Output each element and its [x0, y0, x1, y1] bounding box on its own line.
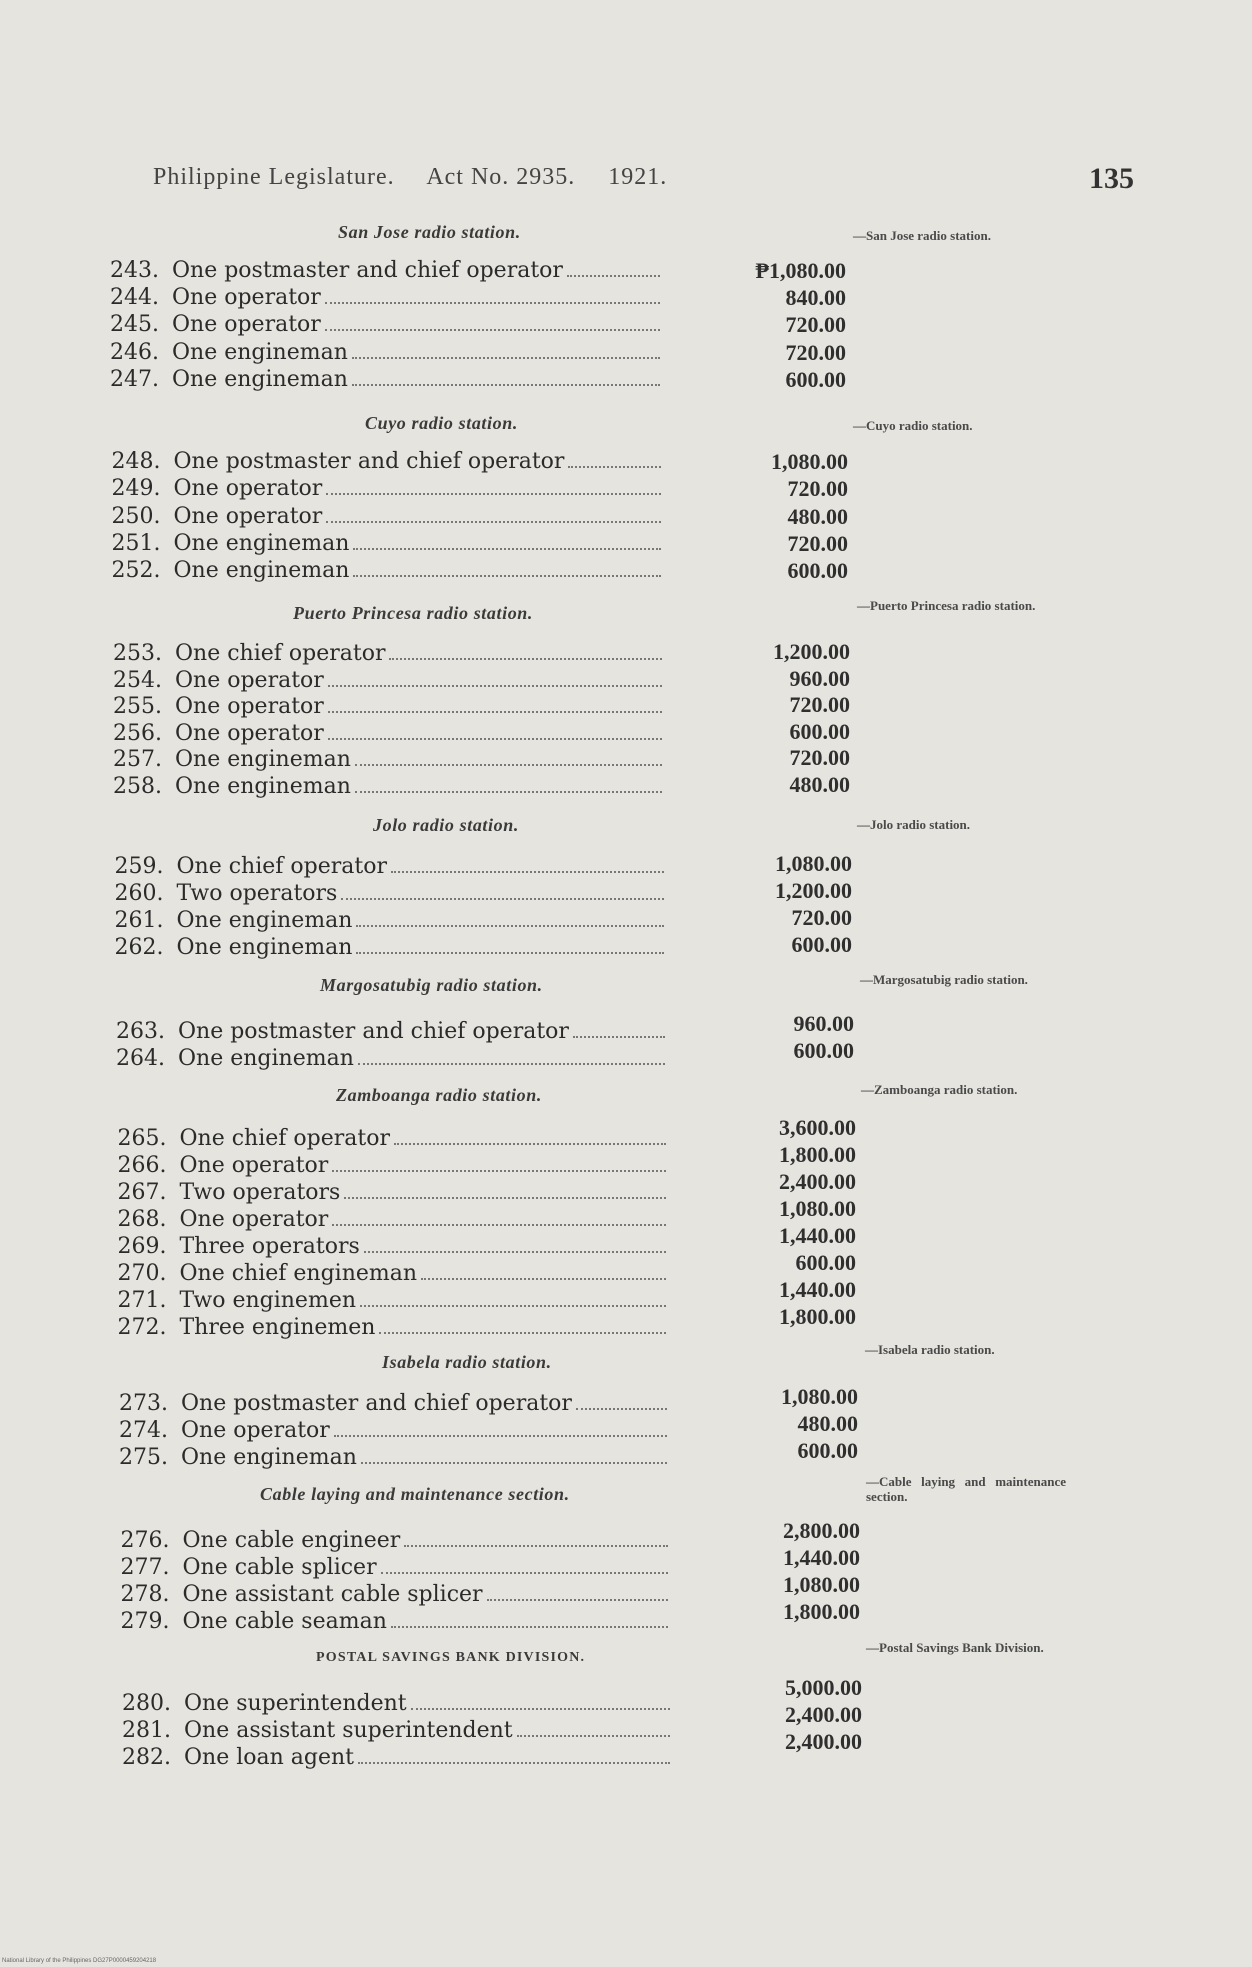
margin-note: —Cable laying and maintenance section. — [866, 1474, 1066, 1504]
item-amount: 720.00 — [789, 745, 850, 770]
line-item — [111, 530, 350, 557]
section-title: Cuyo radio station. — [365, 413, 518, 433]
item-description: One cable seaman — [182, 1609, 387, 1634]
item-amount: 1,080.00 — [779, 1196, 856, 1221]
item-description: One postmaster and chief operator — [172, 258, 563, 283]
section-title: San Jose radio station. — [338, 222, 521, 242]
line-item — [120, 1608, 387, 1635]
item-description: One chief engineman — [179, 1261, 418, 1286]
item-number: 282. — [122, 1745, 171, 1770]
item-amount: 1,080.00 — [781, 1384, 858, 1409]
line-item — [119, 1390, 572, 1417]
item-description: One cable engineer — [182, 1528, 401, 1553]
item-amount: 1,080.00 — [783, 1572, 860, 1597]
item-description: Two enginemen — [179, 1288, 357, 1313]
item-amount: 720.00 — [789, 692, 850, 717]
item-amount: 2,400.00 — [779, 1169, 856, 1194]
item-description: One engineman — [172, 339, 348, 365]
section-title: Isabela radio station. — [382, 1352, 552, 1372]
line-item — [110, 339, 348, 366]
item-description: One engineman — [176, 935, 353, 960]
item-description: One engineman — [173, 558, 350, 584]
item-description: One operator — [179, 1153, 329, 1178]
item-description: One chief operator — [179, 1126, 390, 1151]
line-item — [113, 667, 324, 694]
line-item — [111, 475, 323, 502]
item-amount: 600.00 — [785, 366, 846, 392]
item-number: 258. — [113, 773, 162, 799]
item-description: One operator — [179, 1207, 329, 1232]
margin-note: —Isabela radio station. — [865, 1342, 995, 1357]
item-description: One operator — [175, 667, 324, 693]
item-amount: 480.00 — [789, 771, 850, 797]
item-description: One operator — [172, 285, 321, 311]
item-number: 244. — [110, 285, 159, 311]
margin-note: —Puerto Princesa radio station. — [857, 598, 1036, 613]
item-description: One engineman — [172, 366, 348, 392]
item-number: 246. — [110, 339, 159, 365]
item-number: 272. — [117, 1315, 167, 1340]
item-description: One operator — [173, 503, 323, 529]
item-amount: 600.00 — [797, 1438, 858, 1463]
item-number: 269. — [117, 1234, 167, 1259]
item-amount: 600.00 — [787, 558, 848, 584]
line-item — [117, 1314, 376, 1341]
section-title: Cable laying and maintenance section. — [260, 1484, 570, 1504]
item-description: One loan agent — [184, 1745, 355, 1770]
item-number: 279. — [120, 1609, 170, 1634]
item-amount: 1,800.00 — [783, 1599, 860, 1624]
item-description: One engineman — [176, 908, 353, 933]
item-description: One operator — [175, 694, 324, 719]
line-item — [111, 557, 350, 584]
item-amount: 480.00 — [787, 503, 848, 529]
item-number: 263. — [116, 1019, 165, 1044]
item-number: 250. — [111, 503, 161, 529]
item-amount: 600.00 — [789, 718, 850, 744]
item-number: 249. — [111, 476, 161, 502]
item-amount: 2,400.00 — [785, 1729, 862, 1754]
item-amount: 1,080.00 — [771, 449, 848, 474]
line-item — [110, 366, 348, 393]
item-description: One engineman — [175, 773, 351, 799]
section-title: Zamboanga radio station. — [336, 1085, 542, 1105]
line-item — [117, 1152, 329, 1179]
item-number: 248. — [111, 449, 161, 474]
item-amount: 1,440.00 — [779, 1277, 856, 1302]
item-amount: 840.00 — [785, 285, 846, 311]
item-amount: 5,000.00 — [785, 1675, 862, 1700]
item-number: 259. — [114, 854, 164, 879]
item-amount: 1,200.00 — [775, 878, 852, 903]
item-amount: 480.00 — [797, 1411, 858, 1436]
item-amount: 720.00 — [785, 339, 846, 365]
line-item — [122, 1717, 513, 1744]
line-item — [113, 640, 386, 667]
item-amount: 720.00 — [785, 312, 846, 338]
item-description: One postmaster and chief operator — [181, 1391, 572, 1416]
item-amount: 720.00 — [791, 905, 852, 930]
item-description: Two operators — [179, 1180, 341, 1205]
item-number: 247. — [110, 366, 159, 392]
margin-note: —Zamboanga radio station. — [861, 1082, 1018, 1097]
item-number: 271. — [117, 1288, 167, 1313]
act-number: Act No. 2935. — [426, 164, 576, 190]
item-description: One chief operator — [176, 854, 387, 879]
item-amount: 1,800.00 — [779, 1142, 856, 1167]
item-description: One operator — [175, 720, 324, 746]
item-number: 251. — [111, 530, 161, 556]
item-description: One operator — [181, 1418, 330, 1443]
section-title: Margosatubig radio station. — [320, 975, 543, 995]
item-number: 276. — [120, 1528, 170, 1553]
line-item — [122, 1744, 355, 1771]
item-description: One engineman — [173, 530, 350, 556]
line-item — [114, 907, 353, 934]
item-amount: 2,400.00 — [785, 1702, 862, 1727]
margin-note: —Postal Savings Bank Division. — [866, 1640, 1044, 1655]
item-amount: 600.00 — [793, 1038, 854, 1063]
item-number: 278. — [120, 1582, 170, 1607]
item-description: One cable splicer — [182, 1555, 377, 1580]
item-description: One assistant cable splicer — [182, 1582, 483, 1607]
item-number: 273. — [119, 1391, 168, 1416]
item-number: 270. — [117, 1261, 167, 1286]
line-item — [120, 1527, 401, 1554]
publication-title: Philippine Legislature. — [153, 164, 395, 190]
item-description: One engineman — [178, 1046, 354, 1071]
item-number: 264. — [116, 1046, 165, 1071]
page-number: 135 — [1089, 162, 1134, 195]
line-item — [113, 746, 351, 773]
line-item — [119, 1417, 330, 1444]
margin-note: —Jolo radio station. — [857, 817, 971, 832]
item-amount: 720.00 — [787, 530, 848, 556]
line-item — [114, 934, 353, 961]
item-amount: 600.00 — [791, 932, 852, 957]
item-amount: 1,080.00 — [775, 851, 852, 876]
running-head — [153, 164, 693, 191]
item-number: 257. — [113, 747, 162, 772]
margin-note: —Cuyo radio station. — [853, 418, 973, 433]
item-description: One engineman — [181, 1445, 357, 1470]
item-number: 254. — [113, 667, 162, 693]
line-item — [120, 1581, 483, 1608]
item-description: One engineman — [175, 747, 351, 772]
line-item — [122, 1690, 407, 1717]
line-item — [113, 720, 324, 747]
line-item — [117, 1125, 390, 1152]
item-description: One postmaster and chief operator — [178, 1019, 569, 1044]
line-item — [117, 1179, 341, 1206]
line-item — [120, 1554, 377, 1581]
item-number: 274. — [119, 1418, 168, 1443]
item-number: 266. — [117, 1153, 167, 1178]
line-item — [113, 693, 324, 720]
item-number: 262. — [114, 935, 164, 960]
item-number: 265. — [117, 1126, 167, 1151]
item-number: 281. — [122, 1718, 171, 1743]
margin-note: —San Jose radio station. — [853, 228, 991, 243]
item-number: 252. — [111, 558, 161, 584]
item-number: 275. — [119, 1445, 168, 1470]
item-description: One operator — [172, 312, 321, 338]
line-item — [116, 1045, 354, 1072]
line-item — [113, 773, 351, 800]
line-item — [117, 1260, 418, 1287]
item-amount: 1,200.00 — [773, 639, 850, 664]
section-title: POSTAL SAVINGS BANK DIVISION. — [316, 1650, 586, 1665]
line-item — [110, 311, 321, 338]
line-item — [110, 284, 321, 311]
line-item — [111, 448, 565, 475]
item-amount: 2,800.00 — [783, 1518, 860, 1543]
item-number: 260. — [114, 881, 164, 906]
footer-credit: National Library of the Philippines DG27P0000459204218 — [2, 1958, 157, 1964]
line-item — [111, 503, 323, 530]
line-item — [117, 1287, 357, 1314]
section-title: Puerto Princesa radio station. — [293, 603, 534, 623]
item-number: 280. — [122, 1691, 171, 1716]
item-description: One assistant superintendent — [184, 1718, 513, 1743]
item-description: One chief operator — [175, 641, 386, 666]
item-amount: 960.00 — [789, 665, 850, 691]
item-description: Three enginemen — [179, 1315, 376, 1340]
item-number: 256. — [113, 720, 162, 746]
year: 1921. — [608, 164, 668, 190]
line-item — [114, 880, 338, 907]
item-amount: 1,440.00 — [779, 1223, 856, 1248]
item-number: 255. — [113, 694, 162, 719]
item-amount: 3,600.00 — [779, 1115, 856, 1140]
margin-note: —Margosatubig radio station. — [860, 972, 1028, 987]
line-item — [119, 1444, 357, 1471]
item-amount: 600.00 — [795, 1250, 856, 1275]
item-description: One operator — [173, 476, 323, 502]
item-description: One superintendent — [184, 1691, 407, 1716]
item-number: 245. — [110, 312, 159, 338]
item-amount: 960.00 — [793, 1011, 854, 1036]
item-amount: 1,440.00 — [783, 1545, 860, 1570]
line-item — [114, 853, 387, 880]
item-amount: 720.00 — [787, 476, 848, 502]
item-amount: 1,800.00 — [779, 1304, 856, 1329]
item-number: 268. — [117, 1207, 167, 1232]
item-description: Three operators — [179, 1234, 360, 1259]
line-item — [117, 1206, 329, 1233]
section-title: Jolo radio station. — [373, 815, 519, 835]
item-description: Two operators — [176, 881, 338, 906]
item-amount: ₱1,080.00 — [755, 258, 846, 283]
line-item — [116, 1018, 569, 1045]
item-number: 243. — [110, 258, 159, 283]
item-number: 253. — [113, 641, 162, 666]
item-number: 267. — [117, 1180, 167, 1205]
item-number: 277. — [120, 1555, 170, 1580]
line-item — [117, 1233, 360, 1260]
item-description: One postmaster and chief operator — [173, 449, 565, 474]
item-number: 261. — [114, 908, 164, 933]
line-item — [110, 257, 563, 284]
